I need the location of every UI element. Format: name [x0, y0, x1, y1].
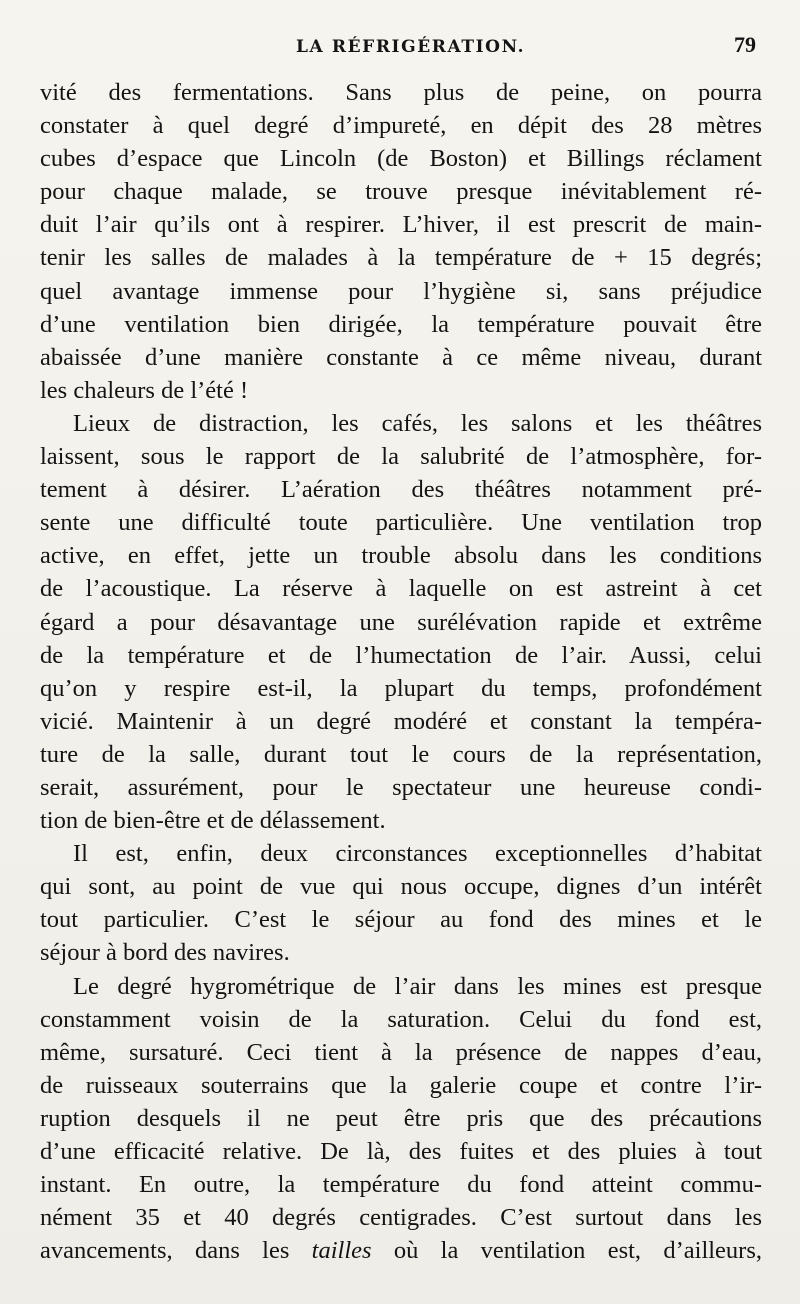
body-text: [40, 76, 762, 1267]
text-line: constamment voisin de la saturation. Celui du fond est,: [40, 1005, 762, 1033]
paragraph: [40, 76, 762, 407]
text-line: laissent, sous le rapport de la salubrité de l’atmosphère, for-: [40, 443, 762, 471]
text-line: égard a pour désavantage une surélévation rapide et extrême: [40, 608, 762, 636]
text-line: tement à désirer. L’aération des théâtres notamment pré-: [40, 476, 762, 504]
text-line: séjour à bord des navires.: [40, 939, 290, 967]
text-line: ruption desquels il ne peut être pris que des précautions: [40, 1104, 762, 1132]
text-line: duit l’air qu’ils ont à respirer. L’hiver, il est prescrit de main-: [40, 211, 762, 239]
text-line: Il est, enfin, deux circonstances exceptionnelles d’habitat: [73, 840, 762, 868]
text-line: même, sursaturé. Ceci tient à la présence de nappes d’eau,: [40, 1038, 762, 1066]
text-segment: avancements, dans les: [40, 1237, 312, 1265]
text-line: qu’on y respire est-il, la plupart du temps, profondément: [40, 674, 762, 702]
text-line: active, en effet, jette un trouble absolu dans les conditions: [40, 542, 762, 570]
page-number: 79: [734, 32, 756, 57]
running-title: LA RÉFRIGÉRATION.: [296, 37, 526, 57]
paragraph: [40, 837, 762, 969]
text-line: quel avantage immense pour l’hygiène si, sans préjudice: [40, 277, 762, 305]
text-line: de l’acoustique. La réserve à laquelle on est astreint à cet: [40, 575, 762, 603]
text-line: serait, assurément, pour le spectateur une heureuse condi-: [40, 773, 762, 801]
text-line: tout particulier. C’est le séjour au fond des mines et le: [40, 906, 762, 934]
text-line: Le degré hygrométrique de l’air dans les mines est presque: [73, 972, 762, 1000]
text-line: tion de bien-être et de délassement.: [40, 807, 386, 835]
text-line: d’une efficacité relative. De là, des fuites et des pluies à tout: [40, 1138, 762, 1165]
text-line: pour chaque malade, se trouve presque inévitablement ré-: [40, 178, 762, 206]
text-line: ture de la salle, durant tout le cours de la représentation,: [40, 740, 762, 768]
italic-term: tailles: [311, 1237, 372, 1265]
text-line: instant. En outre, la température du fond atteint commu-: [40, 1171, 762, 1199]
text-line: de la température et de l’humectation de l’air. Aussi, celui: [40, 641, 762, 669]
running-header: [40, 26, 762, 76]
text-line: nément 35 et 40 degrés centigrades. C’est surtout dans les: [40, 1204, 762, 1232]
paragraph: [40, 970, 762, 1268]
text-line: cubes d’espace que Lincoln (de Boston) et Billings réclament: [40, 145, 762, 173]
text-line: vicié. Maintenir à un degré modéré et constant la tempéra-: [40, 707, 762, 735]
text-line: les chaleurs de l’été !: [40, 376, 249, 404]
text-line: Lieux de distraction, les cafés, les salons et les théâtres: [73, 409, 762, 437]
text-line: constater à quel degré d’impureté, en dépit des 28 mètres: [40, 112, 762, 140]
text-line-final: [40, 1234, 762, 1267]
text-line: tenir les salles de malades à la température de + 15 degrés;: [40, 244, 762, 272]
text-line: de ruisseaux souterrains que la galerie coupe et contre l’ir-: [40, 1071, 762, 1099]
text-segment: où la ventilation est, d’ailleurs,: [371, 1237, 762, 1265]
text-line: qui sont, au point de vue qui nous occupe, dignes d’un intérêt: [40, 873, 762, 901]
text-line: d’une ventilation bien dirigée, la température pouvait être: [40, 310, 762, 338]
paragraph: [40, 407, 762, 837]
text-line: abaissée d’une manière constante à ce même niveau, durant: [40, 343, 762, 371]
text-line: vité des fermentations. Sans plus de peine, on pourra: [40, 79, 762, 106]
text-line: sente une difficulté toute particulière. Une ventilation trop: [40, 509, 762, 537]
